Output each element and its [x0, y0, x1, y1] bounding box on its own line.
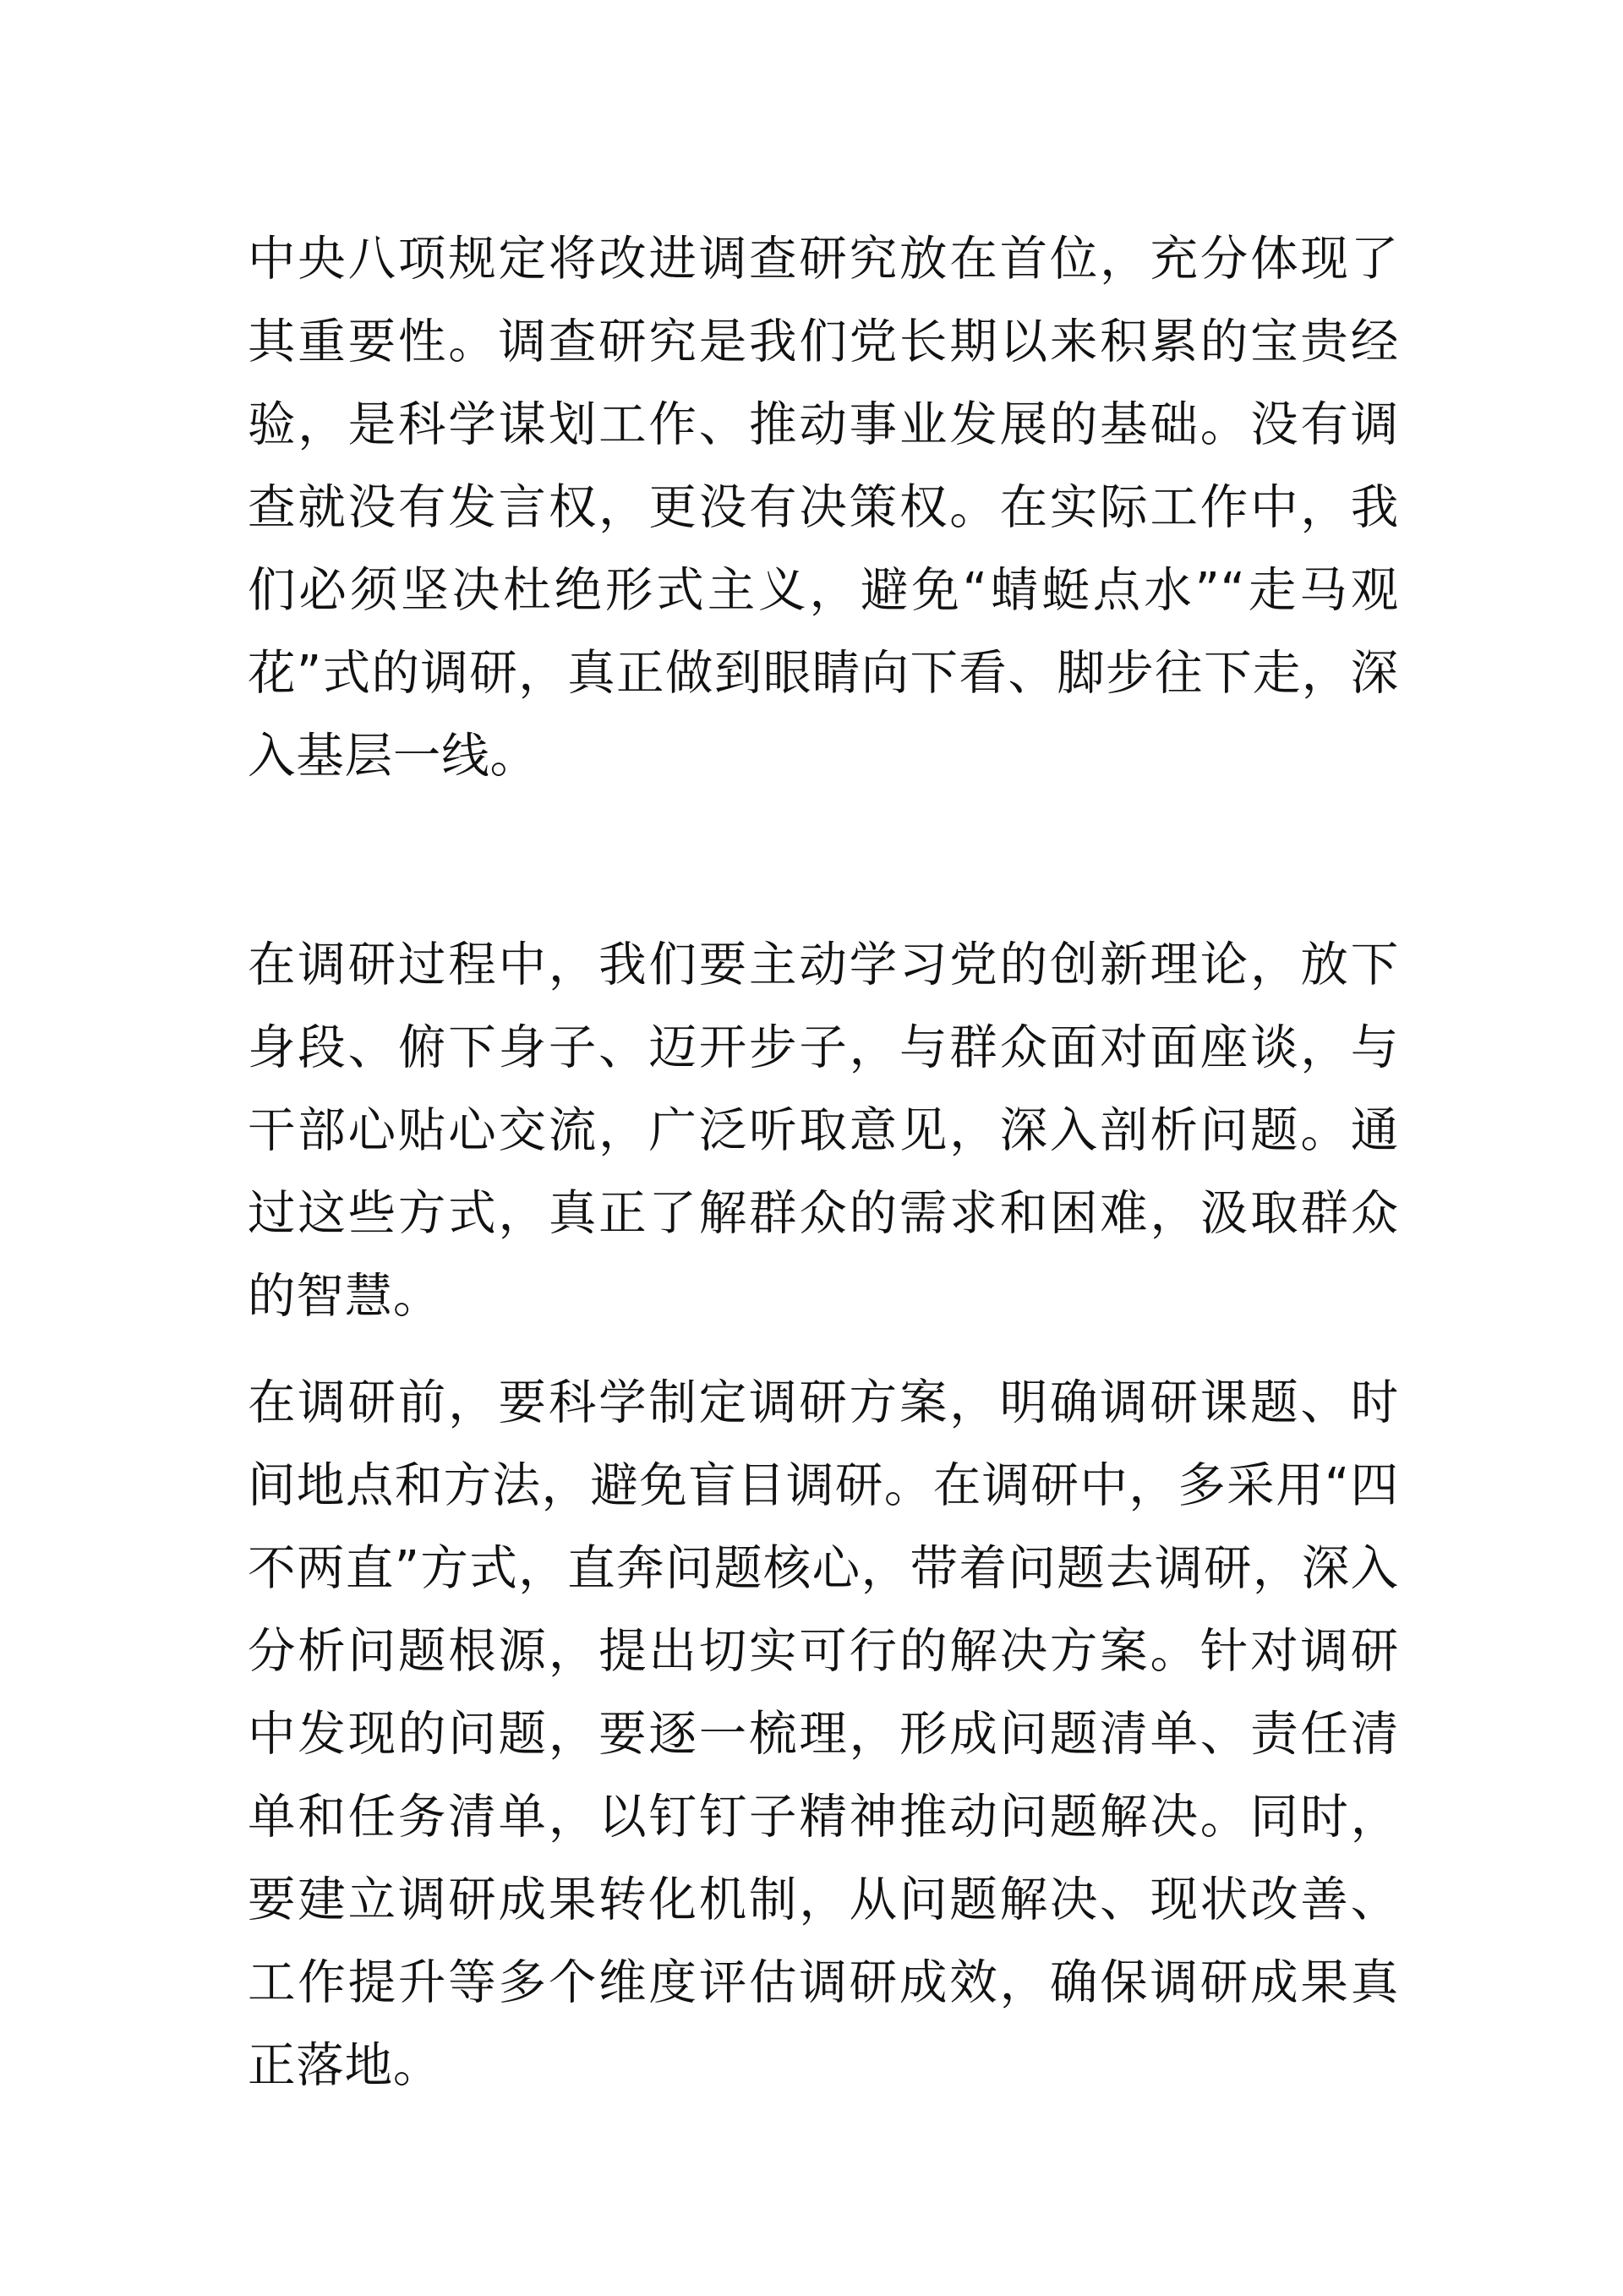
paragraph-1: 中央八项规定将改进调查研究放在首位，充分体现了其重要性。调查研究是我们党长期以来积累的宝贵经验，是科学谋划工作、推动事业发展的基础。没有调查就没有发言权，更没有决策权。在实际工作中，我们必须坚决杜绝形式主义，避免“蜻蜓点水”“走马观花”式的调研，真正做到眼睛向下看、脚步往下走，深入基层一线。: [248, 232, 1399, 784]
document-body: [248, 218, 1399, 2107]
paragraph-2: 在调研过程中，我们要主动学习党的创新理论，放下身段、俯下身子、迈开步子，与群众面对面座谈，与干部心贴心交流，广泛听取意见，深入剖析问题。通过这些方式，真正了解群众的需求和困难，汲取群众的智慧。: [248, 938, 1399, 1324]
paragraph-3: 在调研前，要科学制定调研方案，明确调研课题、时间地点和方法，避免盲目调研。在调研中，多采用“四不两直”方式，直奔问题核心，带着问题去调研，深入分析问题根源，提出切实可行的解决方案。针对调研中发现的问题，要逐一梳理，形成问题清单、责任清单和任务清单，以钉钉子精神推动问题解决。同时，要建立调研成果转化机制，从问题解决、现状改善、工作提升等多个维度评估调研成效，确保调研成果真正落地。: [248, 1375, 1399, 2093]
